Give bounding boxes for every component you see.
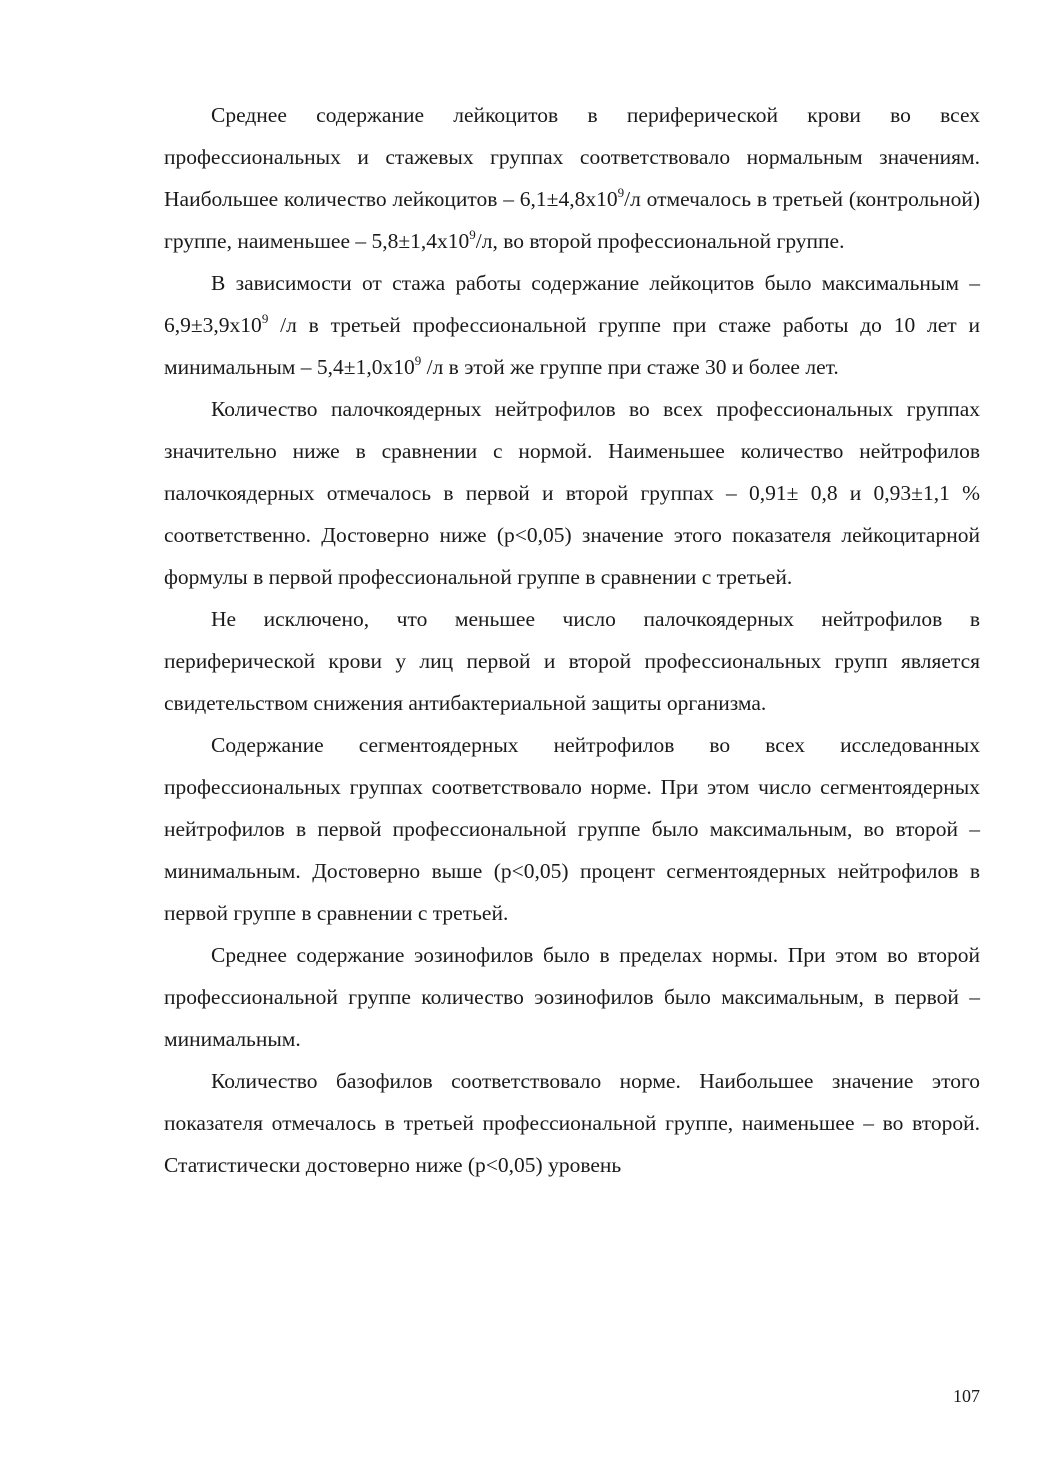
paragraph-band-neutrophils bbox=[164, 388, 980, 598]
text-segment: Количество палочкоядерных нейтрофилов во всех профессиональных группах значительно ниже в сравнении с нормой. Наименьшее количество нейтрофилов палочкоядерных отмечалось в первой и второй группах – 0,91± 0,8 и 0,93±1,1 % соответственно. Достоверно ниже (р<0,05) значение этого показателя лейкоцитарной формулы в первой профессиональной группе в сравнении с третьей. bbox=[164, 397, 980, 589]
superscript-exponent: 9 bbox=[469, 227, 476, 242]
paragraph-eosinophils bbox=[164, 934, 980, 1060]
text-segment: Количество базофилов соответствовало норме. Наибольшее значение этого показателя отмечалось в третьей профессиональной группе, наименьшее – во второй. Статистически достоверно ниже (р<0,05) уровень bbox=[164, 1069, 980, 1177]
paragraph-basophils bbox=[164, 1060, 980, 1186]
text-segment: В зависимости от стажа работы содержание лейкоцитов было максимальным – 6,9±3,9х10 bbox=[164, 271, 980, 337]
text-segment: Среднее содержание лейкоцитов в периферической крови во всех профессиональных и стажевых группах соответствовало нормальным значениям. Наибольшее количество лейкоцитов – 6,1±4,8х10 bbox=[164, 103, 980, 211]
paragraph-leukocytes-mean bbox=[164, 94, 980, 262]
superscript-exponent: 9 bbox=[617, 185, 625, 200]
text-segment: /л в третьей профессиональной группе при стаже работы до 10 лет и минимальным – 5,4±1,0х10 bbox=[164, 313, 980, 379]
paragraph-antibacterial-defense bbox=[164, 598, 980, 724]
superscript-exponent: 9 bbox=[414, 353, 422, 368]
text-segment: Содержание сегментоядерных нейтрофилов во всех исследованных профессиональных группах соответствовало норме. При этом число сегментоядерных нейтрофилов в первой профессиональной группе было максимальным, во второй – минимальным. Достоверно выше (р<0,05) процент сегментоядерных нейтрофилов в первой группе в сравнении с третьей. bbox=[164, 733, 980, 925]
paragraph-leukocytes-experience bbox=[164, 262, 980, 388]
text-segment: Среднее содержание эозинофилов было в пределах нормы. При этом во второй профессиональной группе количество эозинофилов было максимальным, в первой – минимальным. bbox=[164, 943, 980, 1051]
text-segment: /л в этой же группе при стаже 30 и более лет. bbox=[421, 355, 839, 379]
text-body bbox=[164, 94, 980, 1186]
page-number: 107 bbox=[953, 1386, 980, 1406]
text-segment: /л, во второй профессиональной группе. bbox=[475, 229, 845, 253]
superscript-exponent: 9 bbox=[261, 311, 269, 326]
paragraph-segmented-neutrophils bbox=[164, 724, 980, 934]
text-segment: /л отмечалось в третьей (контрольной) группе, наименьшее – 5,8±1,4х10 bbox=[164, 187, 980, 253]
text-segment: Не исключено, что меньшее число палочкоядерных нейтрофилов в периферической крови у лиц первой и второй профессиональных групп является свидетельством снижения антибактериальной защиты организма. bbox=[164, 607, 980, 715]
